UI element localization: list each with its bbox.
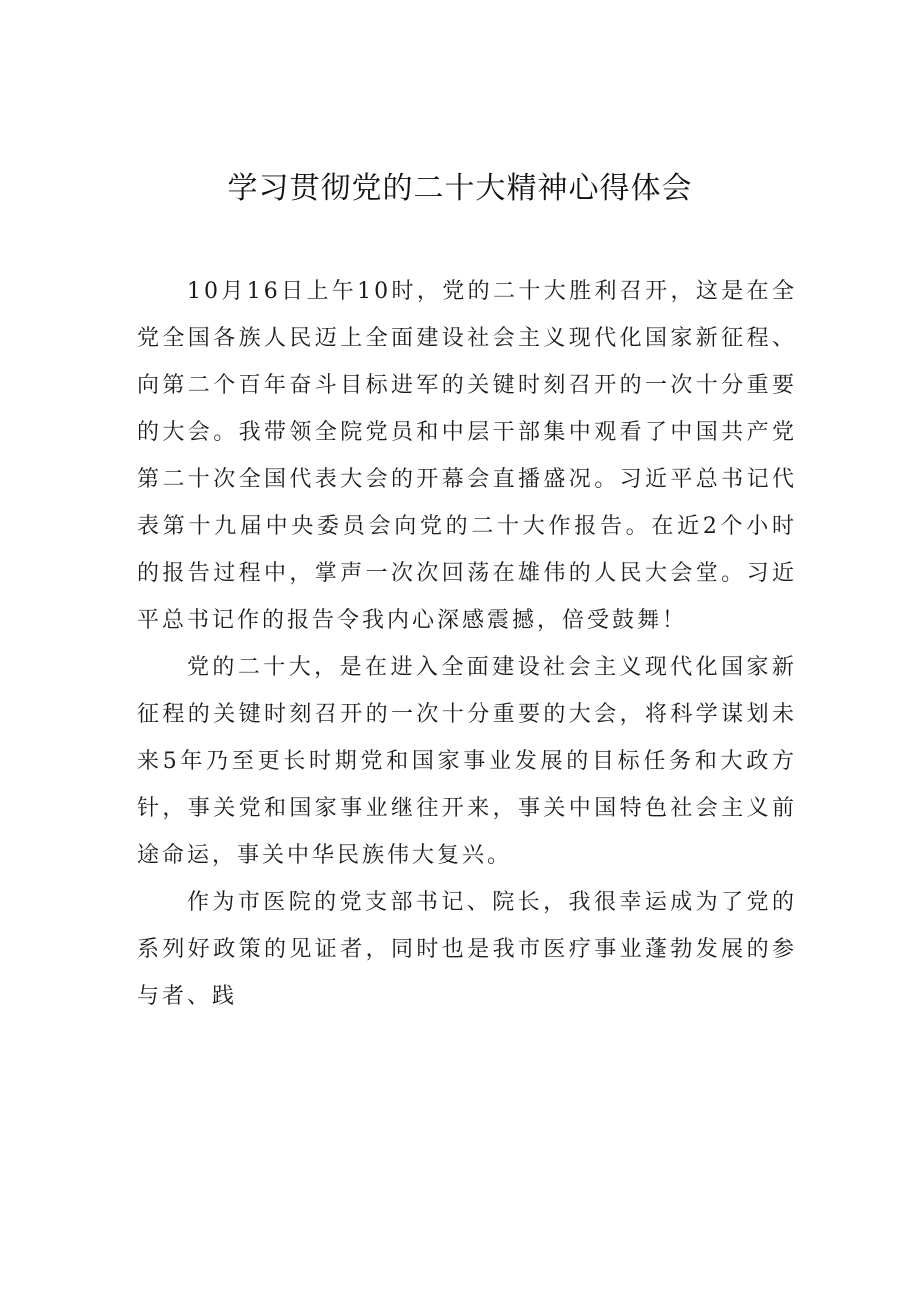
document-body: [137, 268, 797, 1020]
paragraph-2: 党的二十大，是在进入全面建设社会主义现代化国家新征程的关键时刻召开的一次十分重要的大会，将科学谋划未来5年乃至更长时期党和国家事业发展的目标任务和大政方针，事关党和国家事业继往开来，事关中国特色社会主义前途命运，事关中华民族伟大复兴。: [137, 655, 797, 868]
paragraph-3: 作为市医院的党支部书记、院长，我很幸运成为了党的系列好政策的见证者，同时也是我市医疗事业蓬勃发展的参与者、践: [137, 890, 797, 1009]
paragraph-1: 10月16日上午10时，党的二十大胜利召开，这是在全党全国各族人民迈上全面建设社会主义现代化国家新征程、向第二个百年奋斗目标进军的关键时刻召开的一次十分重要的大会。我带领全院党员和中层干部集中观看了中国共产党第二十次全国代表大会的开幕会直播盛况。习近平总书记代表第十九届中央委员会向党的二十大作报告。在近2个小时的报告过程中，掌声一次次回荡在雄伟的人民大会堂。习近平总书记作的报告令我内心深感震撼，倍受鼓舞！: [137, 279, 797, 633]
document-title: 学习贯彻党的二十大精神心得体会: [227, 171, 693, 206]
